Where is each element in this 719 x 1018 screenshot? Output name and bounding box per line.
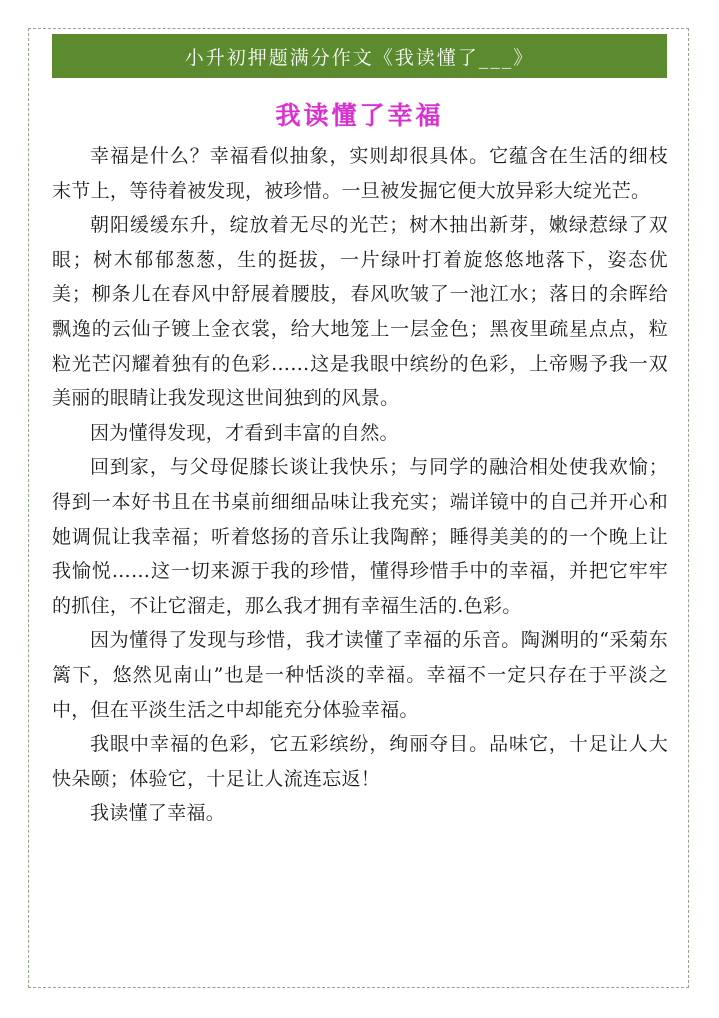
paragraph-3: 因为懂得发现，才看到丰富的自然。: [90, 421, 399, 444]
paragraph-2: 朝阳缓缓东升，绽放着无尽的光芒；树木抽出新芽，嫩绿惹绿了双眼；树木郁郁葱葱，生的挺拔，一片绿叶打着旋悠悠地落下，姿态优美；柳条儿在春风中舒展着腰肢，春风吹皱了一池江水；落日的余晖给飘逸的云仙子镀上金衣裳，给大地笼上一层金色；黑夜里疏星点点，粒粒光芒闪耀着独有的色彩……这是我眼中缤纷的色彩，上帝赐予我一双美丽的眼睛让我发现这世间独到的风景。: [52, 214, 668, 410]
essay-body: [52, 139, 668, 831]
essay-title: 我读懂了幸福: [275, 101, 444, 130]
paragraph-4: 回到家，与父母促膝长谈让我快乐；与同学的融洽相处使我欢愉；得到一本好书且在书桌前细细品味让我充实；端详镜中的自己并开心和她调侃让我幸福；听着悠扬的音乐让我陶醉；睡得美美的的一个晚上让我愉悦……这一切来源于我的珍惜，懂得珍惜手中的幸福，并把它牢牢的抓住，不让它溜走，那么我才拥有幸福生活的.色彩。: [52, 456, 668, 617]
paragraph-7: 我读懂了幸福。: [90, 802, 226, 825]
paragraph-5: 因为懂得了发现与珍惜，我才读懂了幸福的乐音。陶渊明的“采菊东篱下，悠然见南山”也是一种恬淡的幸福。幸福不一定只存在于平淡之中，但在平淡生活之中却能充分体验幸福。: [52, 629, 668, 721]
paragraph-1: 幸福是什么？幸福看似抽象，实则却很具体。它蕴含在生活的细枝末节上，等待着被发现，被珍惜。一旦被发掘它便大放异彩大绽光芒。: [52, 145, 668, 202]
header-banner: [52, 34, 667, 78]
banner-text: 小升初押题满分作文《我读懂了___》: [184, 46, 535, 69]
paragraph-6: 我眼中幸福的色彩，它五彩缤纷，绚丽夺目。品味它，十足让人大快朵颐；体验它，十足让人流连忘返！: [52, 733, 668, 790]
